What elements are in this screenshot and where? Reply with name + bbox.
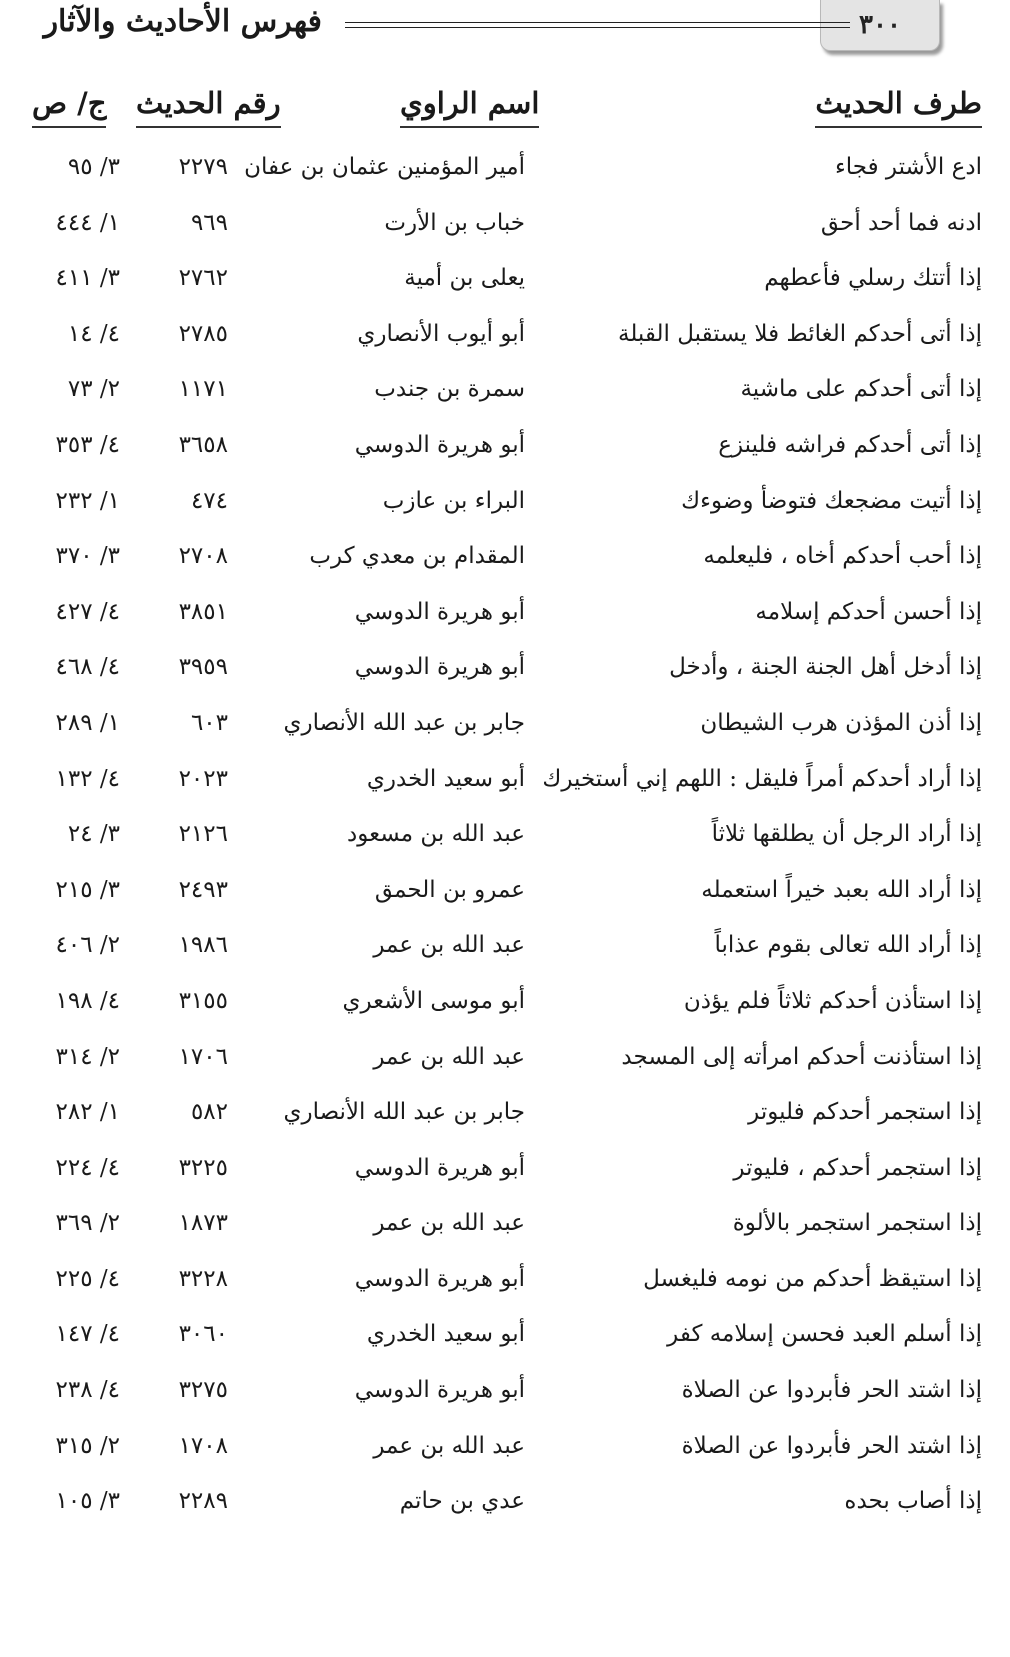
hadith-text: إذا أحسن أحدكم إسلامه bbox=[755, 598, 982, 625]
column-heading-volume-page: ج/ ص bbox=[32, 86, 106, 128]
table-row bbox=[0, 982, 1010, 1038]
narrator-name: المقدام بن معدي كرب bbox=[309, 543, 525, 570]
narrator-name: أمير المؤمنين عثمان بن عفان bbox=[244, 154, 525, 180]
narrator-name: عبد الله بن عمر bbox=[373, 1210, 525, 1237]
volume-page-ref: ٣/ ١٠٥ bbox=[55, 1488, 120, 1515]
volume-page-ref: ٣/ ٣٧٠ bbox=[55, 543, 120, 570]
volume-page-ref: ٤/ ٢٢٥ bbox=[55, 1265, 120, 1292]
table-row bbox=[0, 259, 1010, 315]
volume-page-ref: ٣/ ٢١٥ bbox=[55, 876, 120, 903]
volume-page-ref: ١/ ٤٤٤ bbox=[55, 209, 120, 236]
narrator-name: عبد الله بن مسعود bbox=[347, 821, 525, 848]
hadith-number: ٣٦٥٨ bbox=[178, 431, 228, 458]
table-row bbox=[0, 593, 1010, 649]
hadith-text: إذا استجمر استجمر بالألوة bbox=[732, 1210, 982, 1237]
narrator-name: عبد الله بن عمر bbox=[373, 1432, 525, 1459]
volume-page-ref: ٤/ ٢٢٤ bbox=[55, 1154, 120, 1181]
hadith-text: إذا أراد أحدكم أمراً فليقل : اللهم إني أستخيرك bbox=[542, 765, 982, 792]
volume-page-ref: ٤/ ١٤٧ bbox=[55, 1321, 120, 1348]
volume-page-ref: ١/ ٢٣٢ bbox=[55, 487, 120, 514]
hadith-text: إذا أراد الله بعبد خيراً استعمله bbox=[701, 876, 982, 903]
table-row bbox=[0, 704, 1010, 760]
hadith-number: ٣٢٢٥ bbox=[178, 1154, 228, 1181]
volume-page-ref: ٣/ ٤١١ bbox=[55, 265, 120, 292]
table-row bbox=[0, 926, 1010, 982]
narrator-name: خباب بن الأرت bbox=[384, 209, 525, 236]
volume-page-ref: ٤/ ٢٣٨ bbox=[55, 1377, 120, 1404]
narrator-name: أبو موسى الأشعري bbox=[342, 987, 525, 1014]
table-row bbox=[0, 1149, 1010, 1205]
hadith-number: ١٨٧٣ bbox=[178, 1210, 228, 1237]
hadith-number: ٢٧٨٥ bbox=[178, 320, 228, 347]
column-heading-hadith: طرف الحديث bbox=[815, 86, 982, 128]
narrator-name: أبو أيوب الأنصاري bbox=[357, 320, 525, 347]
table-row bbox=[0, 148, 1010, 204]
narrator-name: البراء بن عازب bbox=[382, 487, 525, 514]
hadith-text: ادنه فما أحد أحق bbox=[820, 209, 982, 236]
hadith-text: إذا استأذن أحدكم ثلاثاً فلم يؤذن bbox=[683, 987, 982, 1014]
volume-page-ref: ٤/ ١٩٨ bbox=[55, 987, 120, 1014]
narrator-name: سمرة بن جندب bbox=[374, 376, 525, 403]
volume-page-ref: ٢/ ٣٦٩ bbox=[55, 1210, 120, 1237]
hadith-text: إذا استأذنت أحدكم امرأته إلى المسجد bbox=[621, 1043, 982, 1070]
narrator-name: أبو سعيد الخدري bbox=[366, 1321, 525, 1348]
narrator-name: أبو هريرة الدوسي bbox=[354, 431, 525, 458]
narrator-name: عدي بن حاتم bbox=[399, 1488, 525, 1515]
hadith-number: ٢٧٠٨ bbox=[178, 543, 228, 570]
hadith-text: إذا اشتد الحر فأبردوا عن الصلاة bbox=[681, 1432, 982, 1459]
volume-page-ref: ٤/ ١٤ bbox=[67, 320, 120, 347]
table-row bbox=[0, 537, 1010, 593]
narrator-name: أبو هريرة الدوسي bbox=[354, 1265, 525, 1292]
hadith-number: ٢٢٧٩ bbox=[178, 154, 228, 180]
table-row bbox=[0, 204, 1010, 260]
volume-page-ref: ٤/ ٣٥٣ bbox=[55, 431, 120, 458]
narrator-name: جابر بن عبد الله الأنصاري bbox=[283, 1099, 525, 1126]
table-row bbox=[0, 1371, 1010, 1427]
hadith-number: ٣٢٧٥ bbox=[178, 1377, 228, 1404]
table-row bbox=[0, 648, 1010, 704]
narrator-name: أبو هريرة الدوسي bbox=[354, 1154, 525, 1181]
table-row bbox=[0, 370, 1010, 426]
hadith-number: ٣٠٦٠ bbox=[178, 1321, 228, 1348]
narrator-name: جابر بن عبد الله الأنصاري bbox=[283, 709, 525, 736]
volume-page-ref: ٢/ ٣١٤ bbox=[55, 1043, 120, 1070]
hadith-text: إذا أتيت مضجعك فتوضأ وضوءك bbox=[681, 487, 982, 514]
hadith-text: إذا أراد الرجل أن يطلقها ثلاثاً bbox=[711, 821, 982, 848]
hadith-text: إذا استجمر أحدكم فليوتر bbox=[748, 1099, 982, 1126]
page-number-tab: ٣٠٠ bbox=[820, 0, 940, 51]
column-heading-number: رقم الحديث bbox=[136, 86, 281, 128]
table-row bbox=[0, 815, 1010, 871]
volume-page-ref: ٤/ ٤٦٨ bbox=[55, 654, 120, 681]
hadith-text: إذا أراد الله تعالى بقوم عذاباً bbox=[714, 932, 982, 959]
volume-page-ref: ٤/ ٤٢٧ bbox=[55, 598, 120, 625]
table-row bbox=[0, 1482, 1010, 1538]
volume-page-ref: ٤/ ١٣٢ bbox=[55, 765, 120, 792]
volume-page-ref: ٢/ ٧٣ bbox=[67, 376, 120, 403]
volume-page-ref: ١/ ٢٨٢ bbox=[55, 1099, 120, 1126]
volume-page-ref: ٣/ ٩٥ bbox=[67, 154, 120, 180]
hadith-text: إذا اشتد الحر فأبردوا عن الصلاة bbox=[681, 1377, 982, 1404]
hadith-text: إذا أدخل أهل الجنة الجنة ، وأدخل bbox=[669, 654, 982, 681]
table-row bbox=[0, 871, 1010, 927]
hadith-text: إذا أصاب بحده bbox=[844, 1488, 982, 1515]
hadith-number: ١٧٠٨ bbox=[178, 1432, 228, 1459]
hadith-text: إذا استيقظ أحدكم من نومه فليغسل bbox=[643, 1265, 982, 1292]
hadith-number: ٩٦٩ bbox=[190, 209, 228, 236]
hadith-number: ٣٩٥٩ bbox=[178, 654, 228, 681]
hadith-number: ٢٢٨٩ bbox=[178, 1488, 228, 1515]
volume-page-ref: ٣/ ٢٤ bbox=[67, 821, 120, 848]
running-header-title: فهرس الأحاديث والآثار bbox=[43, 4, 322, 39]
table-row bbox=[0, 1427, 1010, 1483]
hadith-number: ٢٧٦٢ bbox=[178, 265, 228, 292]
narrator-name: أبو سعيد الخدري bbox=[366, 765, 525, 792]
narrator-name: عمرو بن الحمق bbox=[374, 876, 525, 903]
hadith-text: إذا استجمر أحدكم ، فليوتر bbox=[733, 1154, 982, 1181]
hadith-number: ٥٨٢ bbox=[190, 1099, 228, 1126]
narrator-name: عبد الله بن عمر bbox=[373, 1043, 525, 1070]
hadith-number: ٢١٢٦ bbox=[178, 821, 228, 848]
table-row bbox=[0, 426, 1010, 482]
hadith-text: إذا أتى أحدكم على ماشية bbox=[740, 376, 982, 403]
hadith-number: ٣٢٢٨ bbox=[178, 1265, 228, 1292]
hadith-number: ٣١٥٥ bbox=[178, 987, 228, 1014]
index-table bbox=[0, 148, 1010, 1538]
table-row bbox=[0, 1204, 1010, 1260]
hadith-number: ٢٤٩٣ bbox=[178, 876, 228, 903]
narrator-name: أبو هريرة الدوسي bbox=[354, 1377, 525, 1404]
table-row bbox=[0, 760, 1010, 816]
narrator-name: أبو هريرة الدوسي bbox=[354, 654, 525, 681]
table-row bbox=[0, 482, 1010, 538]
hadith-number: ٤٧٤ bbox=[190, 487, 228, 514]
hadith-text: ادع الأشتر فجاء bbox=[834, 154, 982, 180]
hadith-text: إذا أذن المؤذن هرب الشيطان bbox=[700, 709, 982, 736]
hadith-number: ٢٠٢٣ bbox=[178, 765, 228, 792]
hadith-text: إذا أسلم العبد فحسن إسلامه كفر bbox=[667, 1321, 982, 1348]
hadith-number: ١١٧١ bbox=[178, 376, 228, 403]
table-row bbox=[0, 1093, 1010, 1149]
column-heading-narrator: اسم الراوي bbox=[400, 86, 539, 128]
table-row bbox=[0, 1315, 1010, 1371]
table-row bbox=[0, 315, 1010, 371]
table-row bbox=[0, 1260, 1010, 1316]
narrator-name: عبد الله بن عمر bbox=[373, 932, 525, 959]
hadith-text: إذا أحب أحدكم أخاه ، فليعلمه bbox=[703, 543, 982, 570]
volume-page-ref: ٢/ ٤٠٦ bbox=[55, 932, 120, 959]
hadith-number: ٣٨٥١ bbox=[178, 598, 228, 625]
hadith-text: إذا أتى أحدكم فراشه فلينزع bbox=[718, 431, 982, 458]
hadith-text: إذا أتتك رسلي فأعطهم bbox=[764, 265, 982, 292]
narrator-name: أبو هريرة الدوسي bbox=[354, 598, 525, 625]
hadith-number: ١٧٠٦ bbox=[178, 1043, 228, 1070]
hadith-number: ١٩٨٦ bbox=[178, 932, 228, 959]
header-double-rule bbox=[345, 22, 850, 28]
hadith-text: إذا أتى أحدكم الغائط فلا يستقبل القبلة bbox=[617, 320, 982, 347]
hadith-number: ٦٠٣ bbox=[190, 709, 228, 736]
volume-page-ref: ١/ ٢٨٩ bbox=[55, 709, 120, 736]
volume-page-ref: ٢/ ٣١٥ bbox=[55, 1432, 120, 1459]
table-row bbox=[0, 1038, 1010, 1094]
narrator-name: يعلى بن أمية bbox=[404, 265, 525, 292]
